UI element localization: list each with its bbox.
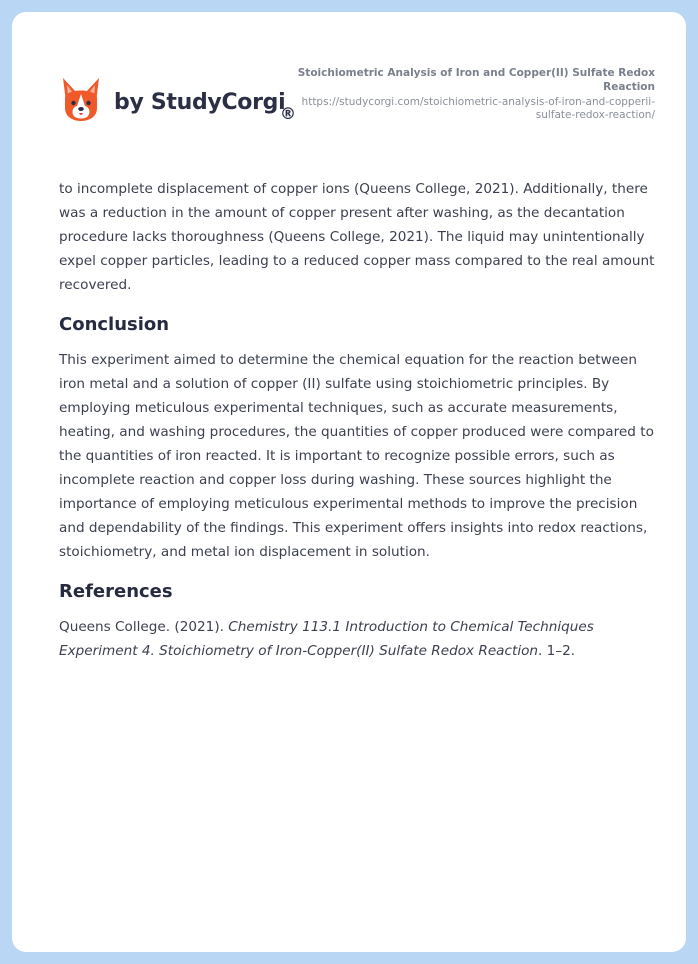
reference-pages: . 1–2. — [538, 643, 576, 659]
conclusion-heading: Conclusion — [59, 314, 170, 335]
reference-title: Chemistry 113.1 Introduction to Chemical Techniques Experiment 4. Stoichiometry of Iron-Copper(II) Sulfate Redox Reaction — [59, 619, 594, 659]
logo-text: by StudyCorgi — [114, 89, 286, 115]
document-body — [59, 177, 659, 663]
registered-mark: ® — [280, 104, 296, 123]
reference-author-year: Queens College. (2021). — [59, 619, 229, 635]
conclusion-paragraph: This experiment aimed to determine the chemical equation for the reaction between iron metal and a solution of copper (II) sulfate using stoichiometric principles. By employing meticulous experimental techniques, such as accurate measurements, heating, and washing procedures, the quantities of copper produced were compared to the quantities of iron reacted. It is important to recognize possible errors, such as incomplete reaction and copper loss during washing. These sources highlight the importance of employing meticulous experimental methods to improve the precision and dependability of the findings. This experiment offers insights into redox reactions, stoichiometry, and metal ion displacement in solution. — [59, 352, 654, 560]
document-url[interactable]: https://studycorgi.com/stoichiometric-analysis-of-iron-and-copperii-sulfate-redox-reaction/ — [301, 96, 655, 121]
references-heading: References — [59, 581, 173, 602]
document-title: Stoichiometric Analysis of Iron and Copper(II) Sulfate Redox Reaction — [297, 67, 655, 93]
document-page — [12, 12, 686, 952]
reference-entry — [59, 615, 659, 663]
corgi-icon — [60, 76, 102, 122]
intro-paragraph: to incomplete displacement of copper ions (Queens College, 2021). Additionally, there was a reduction in the amount of copper present after washing, as the decantation procedure lacks thoroughness (Queens College, 2021). The liquid may unintentionally expel copper particles, leading to a reduced copper mass compared to the real amount recovered. — [59, 181, 655, 293]
document-meta — [295, 66, 655, 122]
studycorgi-logo[interactable] — [60, 76, 296, 123]
